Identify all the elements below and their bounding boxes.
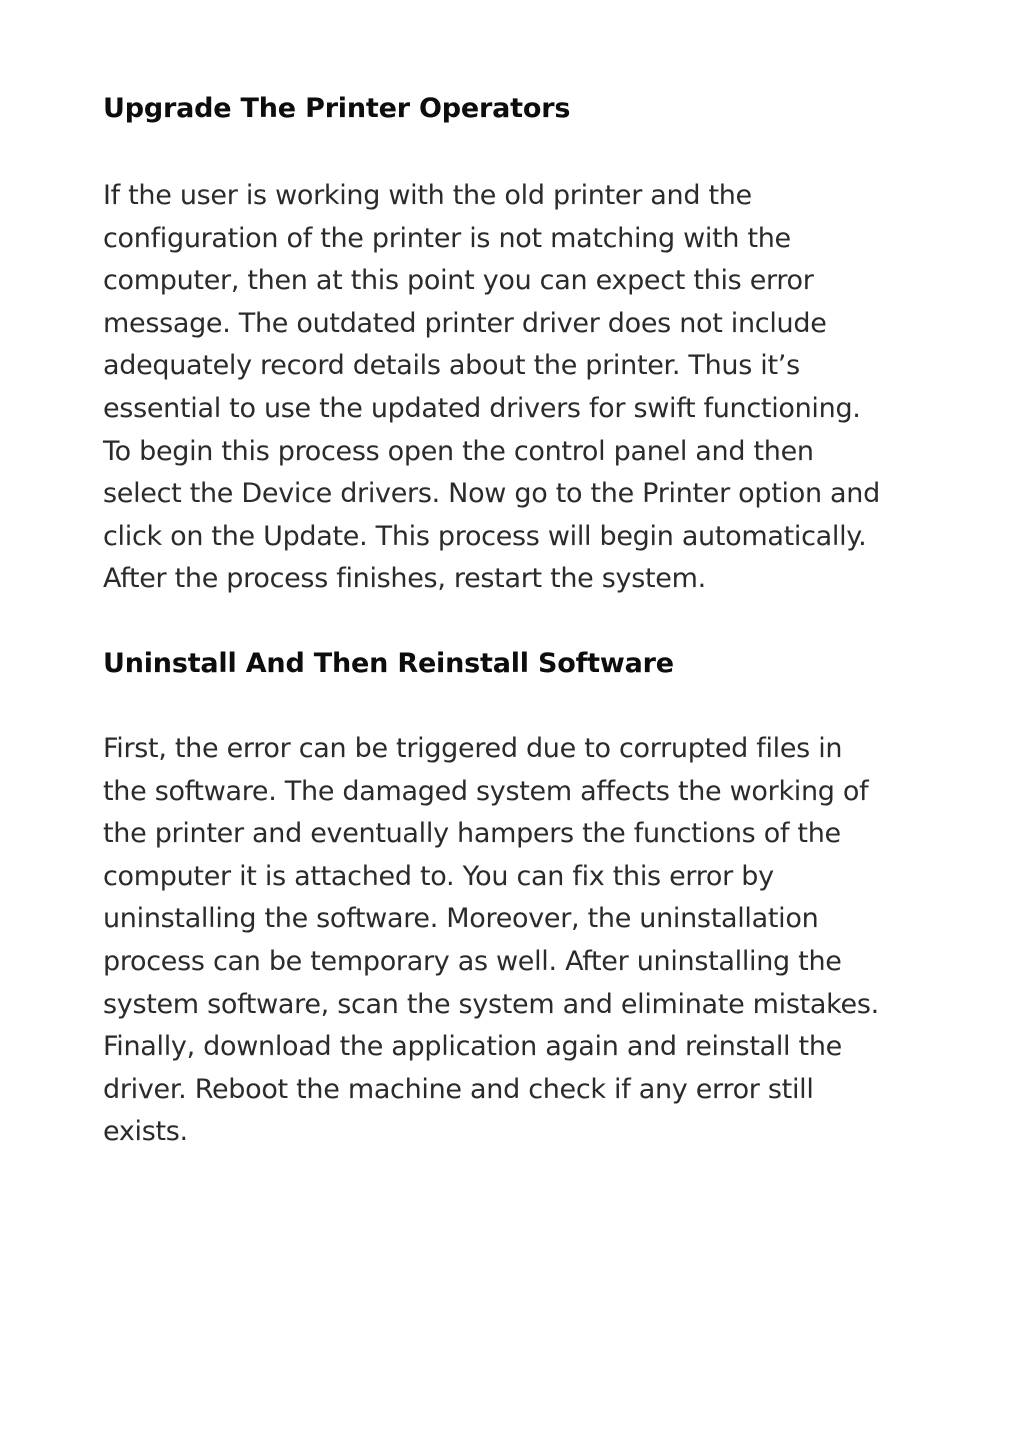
paragraph-line: process can be temporary as well. After uninstalling the (103, 945, 842, 977)
paragraph-line: To begin this process open the control panel and then (103, 435, 814, 467)
paragraph-line: Finally, download the application again and reinstall the (103, 1031, 842, 1063)
paragraph-line: message. The outdated printer driver does not include (103, 307, 827, 339)
section-heading-upgrade-printer-operators: Upgrade The Printer Operators (103, 93, 571, 124)
section-heading-uninstall-reinstall-software: Uninstall And Then Reinstall Software (103, 647, 674, 679)
paragraph-line: First, the error can be triggered due to corrupted files in (103, 732, 843, 764)
paragraph-line: driver. Reboot the machine and check if any error still (103, 1073, 814, 1105)
paragraph-line: system software, scan the system and eliminate mistakes. (103, 988, 879, 1020)
paragraph-line: computer, then at this point you can expect this error (103, 265, 814, 297)
section-paragraph-upgrade-printer-operators (103, 175, 923, 601)
paragraph-line: exists. (103, 1116, 188, 1148)
document-page (103, 88, 923, 1154)
paragraph-line: the software. The damaged system affects the working of (103, 775, 869, 807)
paragraph-line: After the process finishes, restart the system. (103, 563, 706, 595)
paragraph-line: adequately record details about the printer. Thus it’s (103, 350, 800, 382)
paragraph-line: If the user is working with the old printer and the (103, 180, 752, 211)
paragraph-line: click on the Update. This process will begin automatically. (103, 520, 867, 552)
paragraph-line: computer it is attached to. You can fix this error by (103, 860, 774, 892)
paragraph-line: uninstalling the software. Moreover, the uninstallation (103, 903, 819, 935)
paragraph-line: select the Device drivers. Now go to the Printer option and (103, 478, 880, 510)
paragraph-line: configuration of the printer is not matching with the (103, 222, 791, 254)
paragraph-line: the printer and eventually hampers the functions of the (103, 818, 841, 850)
paragraph-line: essential to use the updated drivers for swift functioning. (103, 392, 861, 424)
section-paragraph-uninstall-reinstall-software (103, 728, 923, 1154)
